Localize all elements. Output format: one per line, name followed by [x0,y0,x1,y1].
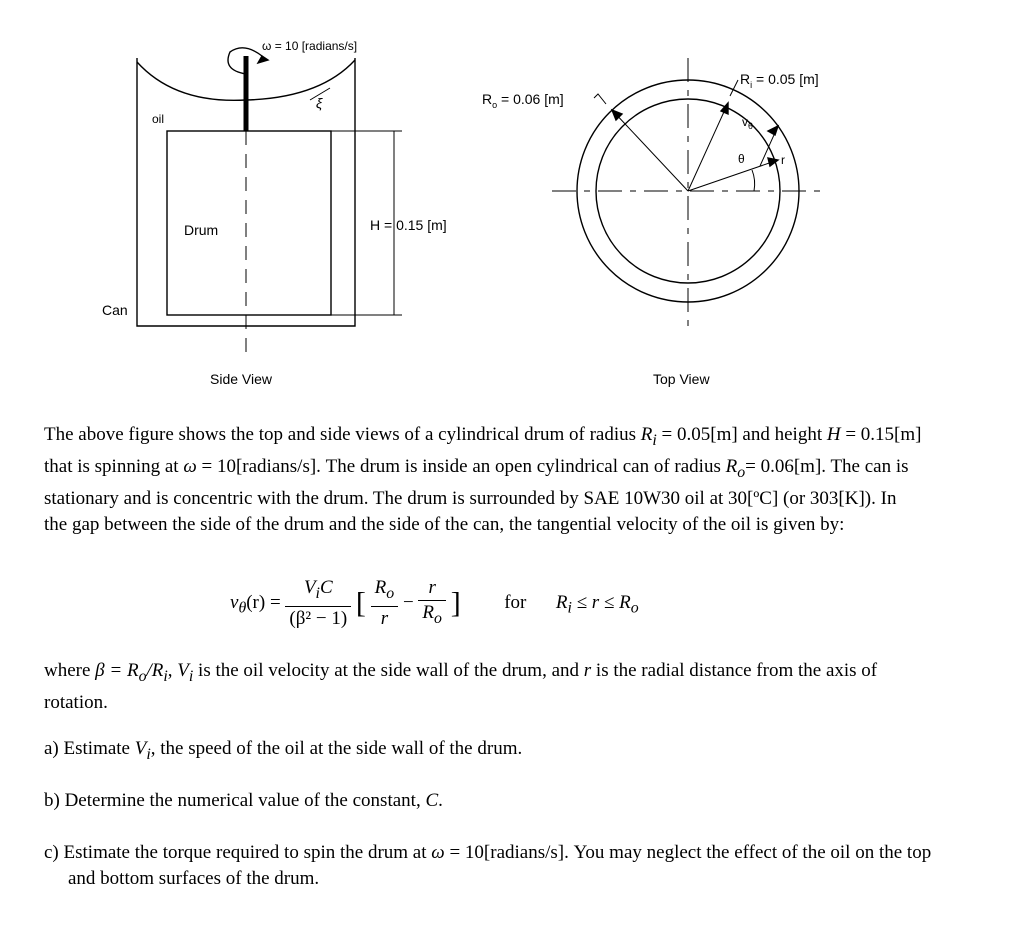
eq-coeff-num-sub: i [315,584,320,602]
ro-label [482,91,564,110]
intro-ri: R [640,424,653,445]
qa-1: a) Estimate [44,738,135,759]
intro-p2: = 0.05[m] and height [656,424,827,445]
theta-arc [752,170,755,191]
eq-ro-den-sub: o [434,609,442,627]
qb-c: C [425,790,439,811]
ro-label-prefix: R [482,91,493,107]
drum-label: Drum [184,222,219,238]
intro-ri-sub: i [652,431,657,449]
ro-label-suffix: = 0.06 [m] [497,91,564,107]
where-beta-slash: /R [146,660,164,681]
eq-range-mid: ≤ r ≤ [571,591,620,613]
eq-range-right-sub: o [630,599,639,617]
eq-frac-coeff [285,576,351,631]
eq-lhs: v [230,591,239,613]
question-b [44,788,924,814]
eq-coeff-num-tail: C [319,577,333,598]
eq-minus: − [402,591,414,613]
eq-coeff-den: (β² − 1) [289,607,348,629]
intro-paragraph [44,422,924,538]
eq-r-den: r [380,607,389,629]
eq-ro-num-sub: o [386,584,395,602]
ro-radius-line [612,110,688,191]
top-view [552,58,826,326]
side-view [137,48,402,352]
qc-2: = 10[radians/s]. You may neglect the effect of the oil on the top and bottom surfaces of the drum. [68,842,932,889]
ri-label-prefix: R [740,71,751,87]
qc-1: c) Estimate the torque required to spin the drum at [44,842,432,863]
side-view-caption: Side View [210,371,273,387]
omega-label: ω = 10 [radians/s] [262,39,358,53]
ri-arrowhead [721,103,728,114]
v-label: v [742,115,748,129]
where-w3: is the oil velocity at the side wall of the drum, and [193,660,584,681]
question-c [44,840,948,892]
v-sub: θ [748,121,754,131]
qa-v-sub: i [146,745,151,763]
v-theta-arrowhead [768,126,778,135]
intro-p4: = 10[radians/s]. The drum is inside an open cylindrical can of radius [196,455,726,477]
where-w4: is the radial distance from the axis of rotation. [44,660,878,713]
eq-ro-num: R [374,577,387,598]
ri-label-suffix: = 0.05 [m] [752,71,819,87]
where-beta-sub1: o [138,667,147,685]
where-vi-sub: i [188,667,194,685]
top-view-caption: Top View [653,371,710,387]
eq-r-num: r [418,576,446,601]
velocity-equation: $v_\theta(r)$ = $\frac{V_iC}{\text{(β² − 1)}}$ [ $\frac{R_o}{r}$ − $\frac{r}{R_o}$ ] for $R_i \le r \le R_o$ [230,577,639,629]
eq-lhs-sub: θ [238,599,247,617]
eq-range-left: R [555,591,568,613]
qa-2: , the speed of the oil at the side wall of the drum. [150,738,523,759]
intro-p1: The above figure shows the top and side views of a cylindrical drum of radius [44,424,641,445]
ri-radius-line [688,103,728,191]
r-label: r [781,153,785,167]
intro-h: H [826,424,841,445]
eq-frac-ro-r [371,576,399,631]
v-theta-label [742,115,753,131]
eq-for: for [504,591,527,613]
oil-label: oil [152,112,165,126]
theta-label: θ [738,152,745,166]
question-a [44,736,924,768]
eq-range-left-sub: i [567,599,572,617]
where-vi: V [177,660,189,681]
rotation-arrowhead [258,56,268,63]
xi-label: ξ [316,95,323,111]
qb-2: . [438,790,443,811]
eq-ro-den: R [422,602,435,623]
eq-coeff-num: V [303,577,316,598]
where-beta-sub2: i [163,667,168,685]
intro-omega: ω [183,455,197,477]
intro-p3: = 0.15[m] that is spinning at [44,424,922,477]
where-w2: , [167,660,178,681]
where-r: r [583,660,592,681]
where-w1: where [44,660,96,681]
ro-label-sub: o [492,100,498,110]
intro-p5: = 0.06[m]. The can is stationary and is concentric with the drum. The drum is surrounded by SAE 10W30 oil at 30[ºC] (or 303[K]). In the gap between the side of the drum and the side of the can, the tangential velocity of the oil is given by: [44,455,909,535]
where-beta: β = R [95,660,139,681]
where-paragraph [44,658,924,716]
intro-ro-sub: o [737,463,746,481]
qa-v: V [134,738,147,759]
qb-1: b) Determine the numerical value of the constant, [44,790,426,811]
eq-frac-r-ro [418,576,446,631]
height-label: H = 0.15 [m] [370,217,447,233]
eq-lhs-arg: (r) = [246,591,281,613]
qc-omega: ω [431,842,445,863]
intro-ro: R [725,455,738,477]
ri-label [740,71,819,90]
ro-leader [594,94,606,104]
can-label: Can [102,302,128,318]
ri-label-sub: i [750,80,753,90]
problem-figure [0,0,1024,410]
eq-range-right: R [619,591,631,613]
r-radius-line [688,160,778,191]
